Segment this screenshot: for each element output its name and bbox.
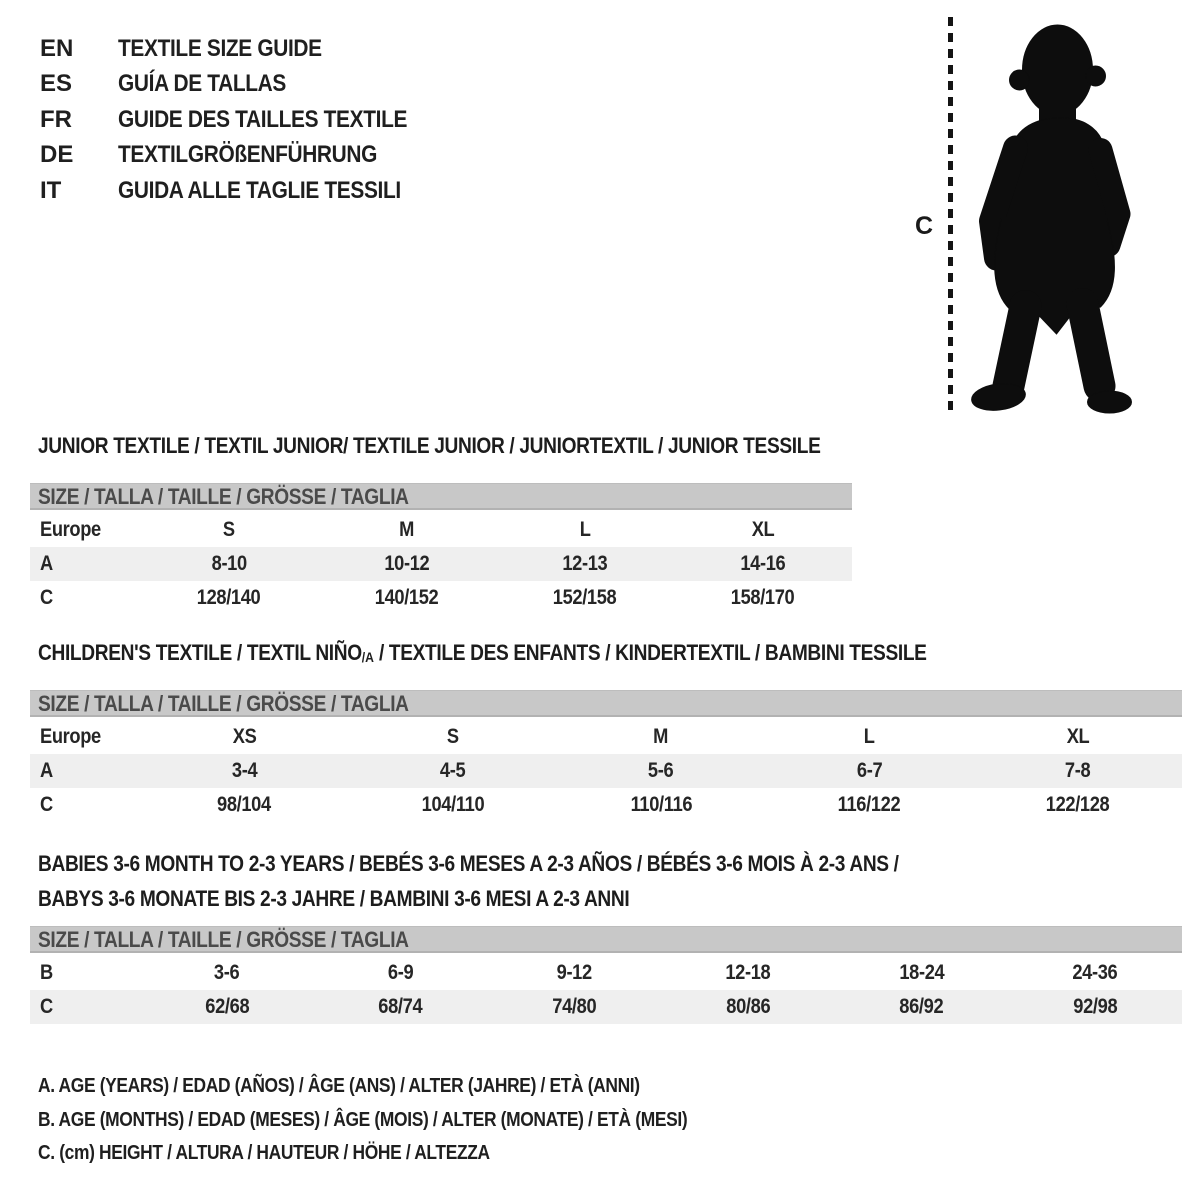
table-cell: XL bbox=[751, 518, 775, 541]
size-header-text: SIZE / TALLA / TAILLE / GRÖSSE / TAGLIA bbox=[38, 926, 409, 952]
table-cell: 7-8 bbox=[974, 754, 1182, 788]
table-cell: S bbox=[223, 518, 235, 541]
lang-code: EN bbox=[40, 34, 74, 62]
table-row bbox=[30, 956, 1182, 990]
lang-code: DE bbox=[40, 141, 74, 169]
height-measure-dashed-line bbox=[948, 17, 953, 417]
size-header-cell bbox=[30, 926, 1182, 956]
height-measure-label: C bbox=[915, 212, 934, 240]
table-cell: 12-13 bbox=[496, 547, 674, 581]
table-cell: XS bbox=[232, 725, 257, 748]
measurement-legend bbox=[38, 1070, 784, 1171]
lang-code: ES bbox=[40, 70, 73, 98]
size-header-text: SIZE / TALLA / TAILLE / GRÖSSE / TAGLIA bbox=[38, 483, 409, 509]
table-cell: L bbox=[863, 725, 875, 748]
table-row bbox=[30, 788, 1182, 822]
table-cell: 68/74 bbox=[314, 990, 488, 1024]
children-section-heading bbox=[38, 640, 1059, 666]
row-label: C bbox=[40, 793, 53, 816]
table-cell: 14-16 bbox=[674, 547, 852, 581]
lang-row-it bbox=[40, 173, 450, 209]
babies-size-table bbox=[30, 926, 1182, 1024]
legend-line-c: C. (cm) HEIGHT / ALTURA / HAUTEUR / HÖHE / ALTEZZA bbox=[38, 1142, 490, 1164]
junior-section-heading bbox=[38, 433, 937, 459]
row-label: C bbox=[30, 990, 140, 1024]
table-cell: 98/104 bbox=[217, 793, 272, 816]
babies-heading-line1: BABIES 3-6 MONTH TO 2-3 YEARS / BEBÉS 3-6 MESES A 2-3 AÑOS / BÉBÉS 3-6 MOIS À 2-3 ANS / bbox=[38, 851, 899, 876]
table-cell: 128/140 bbox=[197, 586, 261, 609]
row-label: C bbox=[40, 586, 53, 609]
table-cell: 80/86 bbox=[661, 990, 835, 1024]
table-cell: M bbox=[653, 725, 669, 748]
row-label: B bbox=[40, 961, 53, 984]
table-cell: S bbox=[446, 725, 459, 748]
table-row bbox=[30, 581, 852, 615]
lang-row-es bbox=[40, 67, 450, 103]
lang-code: IT bbox=[40, 176, 62, 204]
table-row bbox=[30, 754, 1182, 788]
row-label: A bbox=[30, 547, 140, 581]
table-cell: 10-12 bbox=[318, 547, 496, 581]
table-cell: 5-6 bbox=[557, 754, 765, 788]
table-cell: 140/152 bbox=[375, 586, 439, 609]
legend-line-b: B. AGE (MONTHS) / EDAD (MESES) / ÂGE (MOIS) / ALTER (MONATE) / ETÀ (MESI) bbox=[38, 1108, 688, 1131]
children-size-table bbox=[30, 690, 1182, 822]
lang-title: TEXTILGRÖßENFÜHRUNG bbox=[118, 141, 378, 169]
table-cell: 122/128 bbox=[1045, 793, 1110, 816]
size-header-text: SIZE / TALLA / TAILLE / GRÖSSE / TAGLIA bbox=[38, 690, 409, 716]
lang-title: GUÍA DE TALLAS bbox=[118, 70, 286, 98]
table-header-row bbox=[30, 483, 852, 513]
table-cell: 3-6 bbox=[214, 961, 240, 984]
row-label: A bbox=[30, 754, 140, 788]
language-title-list bbox=[40, 31, 450, 209]
table-cell: M bbox=[399, 518, 415, 541]
table-cell: 152/158 bbox=[553, 586, 617, 609]
row-label: Europe bbox=[40, 725, 101, 748]
table-cell: 62/68 bbox=[140, 990, 314, 1024]
table-cell: 158/170 bbox=[731, 586, 795, 609]
nino-a-suffix: /A bbox=[361, 649, 374, 665]
babies-heading-line2: BABYS 3-6 MONATE BIS 2-3 JAHRE / BAMBINI 3-6 MESI A 2-3 ANNI bbox=[38, 885, 630, 911]
table-cell: L bbox=[579, 518, 591, 541]
lang-title: GUIDA ALLE TAGLIE TESSILI bbox=[118, 176, 401, 204]
table-cell: 4-5 bbox=[348, 754, 556, 788]
table-cell: 24-36 bbox=[1072, 961, 1118, 984]
lang-title: GUIDE DES TAILLES TEXTILE bbox=[118, 105, 408, 133]
toddler-silhouette-icon bbox=[960, 18, 1148, 418]
row-label: Europe bbox=[40, 518, 101, 541]
size-header-cell bbox=[30, 483, 852, 513]
table-cell: 3-4 bbox=[140, 754, 348, 788]
lang-code: FR bbox=[40, 105, 72, 133]
table-cell: 6-9 bbox=[387, 961, 414, 984]
size-header-cell bbox=[30, 690, 1182, 720]
table-cell: 18-24 bbox=[899, 961, 945, 984]
babies-section-heading bbox=[38, 847, 1027, 916]
table-cell: 8-10 bbox=[140, 547, 318, 581]
table-cell: 9-12 bbox=[556, 961, 592, 984]
table-cell: 12-18 bbox=[725, 961, 771, 984]
table-cell: XL bbox=[1066, 725, 1090, 748]
table-row bbox=[30, 720, 1182, 754]
table-cell: 74/80 bbox=[487, 990, 661, 1024]
table-cell: 92/98 bbox=[1008, 990, 1182, 1024]
children-heading-text: CHILDREN'S TEXTILE / TEXTIL NIÑO/A / TEXTILE DES ENFANTS / KINDERTEXTIL / BAMBINI TESSILE bbox=[38, 640, 927, 665]
table-row bbox=[30, 513, 852, 547]
table-row bbox=[30, 547, 852, 581]
table-cell: 110/116 bbox=[630, 793, 692, 816]
table-cell: 86/92 bbox=[835, 990, 1009, 1024]
table-header-row bbox=[30, 690, 1182, 720]
lang-title: TEXTILE SIZE GUIDE bbox=[118, 34, 322, 62]
lang-row-fr bbox=[40, 102, 450, 138]
table-row bbox=[30, 990, 1182, 1024]
table-cell: 104/110 bbox=[421, 793, 484, 816]
junior-heading-text: JUNIOR TEXTILE / TEXTIL JUNIOR/ TEXTILE JUNIOR / JUNIORTEXTIL / JUNIOR TESSILE bbox=[38, 433, 821, 458]
table-cell: 116/122 bbox=[838, 793, 901, 816]
lang-row-de bbox=[40, 138, 450, 174]
legend-line-a: A. AGE (YEARS) / EDAD (AÑOS) / ÂGE (ANS) / ALTER (JAHRE) / ETÀ (ANNI) bbox=[38, 1075, 640, 1097]
table-header-row bbox=[30, 926, 1182, 956]
lang-row-en bbox=[40, 31, 450, 67]
table-cell: 6-7 bbox=[765, 754, 973, 788]
junior-size-table bbox=[30, 483, 852, 615]
